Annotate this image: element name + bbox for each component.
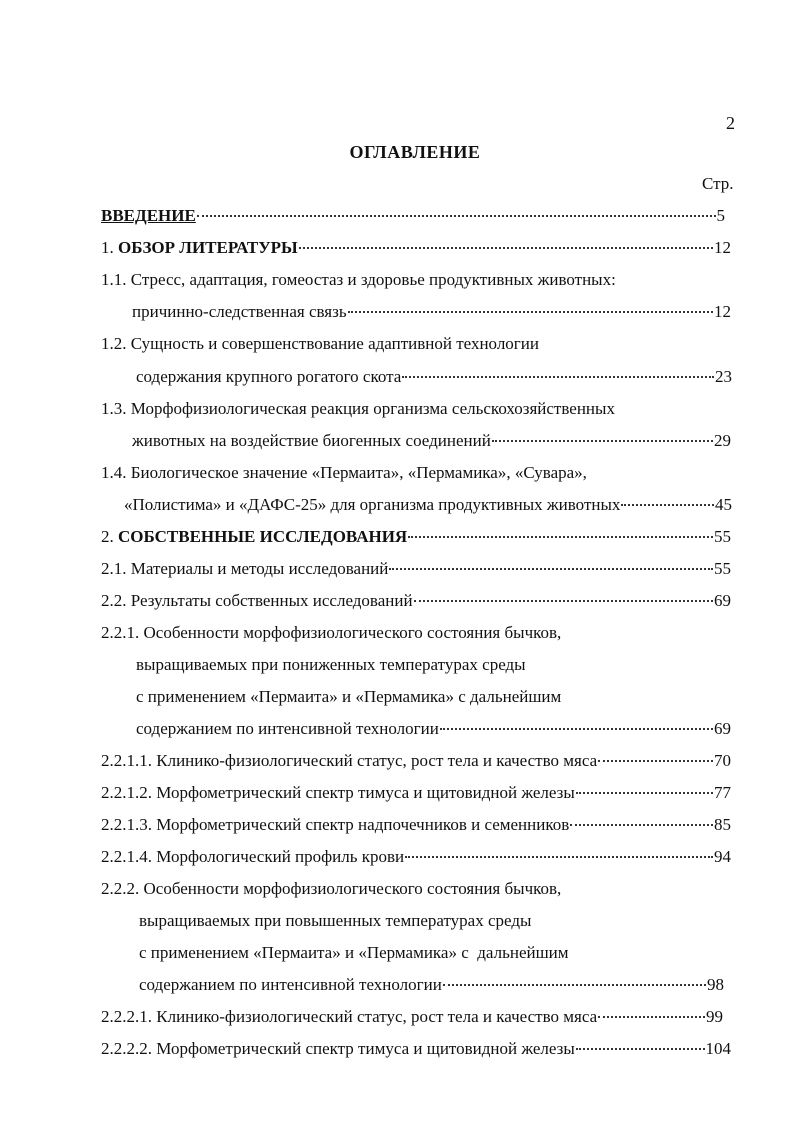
toc-entry-2-2-2-cont[interactable]	[139, 942, 569, 964]
toc-entry-title: выращиваемых при пониженных температурах среды	[136, 655, 526, 674]
toc-entry-2-2-1-cont[interactable]	[136, 686, 561, 708]
toc-entry-2-2[interactable]	[101, 590, 731, 612]
toc-entry-title: 1.1. Стресс, адаптация, гомеостаз и здоровье продуктивных животных:	[101, 270, 616, 289]
toc-entry-chapter-2[interactable]	[101, 526, 731, 548]
page-number: 2	[726, 113, 735, 133]
toc-entry-1-1[interactable]	[101, 269, 616, 291]
toc-entry-page: 55	[714, 527, 731, 546]
toc-entry-1-3-cont[interactable]	[132, 430, 731, 452]
toc-entry-title: «Полистима» и «ДАФС-25» для организма продуктивных животных	[124, 495, 621, 514]
toc-entry-page: 23	[715, 367, 732, 386]
toc-entry-2-2-2-2[interactable]	[101, 1038, 731, 1060]
toc-entry-title: 2.2.1.3. Морфометрический спектр надпочечников и семенников	[101, 815, 570, 834]
toc-entry-title: СОБСТВЕННЫЕ ИССЛЕДОВАНИЯ	[118, 527, 408, 546]
toc-entry-title: 2.2.1.1. Клинико-физиологический статус, рост тела и качество мяса	[101, 751, 598, 770]
toc-entry-page: 69	[714, 591, 731, 610]
toc-entry-2-1[interactable]	[101, 558, 731, 580]
toc-entry-title: 2.1. Материалы и методы исследований	[101, 559, 389, 578]
toc-entry-2-2-2-cont[interactable]	[139, 910, 531, 932]
toc-entry-page: 98	[707, 975, 724, 994]
toc-entry-title: 1.2. Сущность и совершенствование адаптивной технологии	[101, 334, 539, 353]
toc-entry-page: 70	[714, 751, 731, 770]
toc-entry-title: 2.2.2.1. Клинико-физиологический статус, рост тела и качество мяса	[101, 1007, 598, 1026]
toc-entry-introduction[interactable]	[101, 205, 725, 227]
toc-entry-2-2-1-4[interactable]	[101, 846, 731, 868]
toc-entry-page: 94	[714, 847, 731, 866]
dot-leader	[492, 440, 713, 442]
toc-entry-page: 104	[705, 1039, 731, 1058]
dot-leader	[576, 792, 713, 794]
toc-entry-page: 5	[716, 206, 725, 225]
dot-leader	[405, 856, 713, 858]
toc-entry-title: содержания крупного рогатого скота	[136, 367, 402, 386]
dot-leader	[197, 215, 716, 217]
toc-entry-1-4[interactable]	[101, 462, 587, 484]
toc-entry-page: 85	[714, 815, 731, 834]
toc-entry-2-2-1-cont[interactable]	[136, 654, 526, 676]
toc-entry-title: содержанием по интенсивной технологии	[136, 719, 439, 738]
toc-entry-title: 2.2.1. Особенности морфофизиологического состояния бычков,	[101, 623, 562, 642]
dot-leader	[570, 824, 713, 826]
toc-entry-title: 2.2.1.2. Морфометрический спектр тимуса и щитовидной железы	[101, 783, 575, 802]
dot-leader	[440, 728, 713, 730]
toc-entry-page: 55	[714, 559, 731, 578]
dot-leader	[389, 568, 713, 570]
toc-entry-number: 1.	[101, 238, 118, 257]
dot-leader	[402, 376, 714, 378]
toc-entry-page: 29	[714, 431, 731, 450]
toc-entry-chapter-1[interactable]	[101, 237, 731, 259]
toc-entry-title: 2.2. Результаты собственных исследований	[101, 591, 413, 610]
dot-leader	[443, 984, 706, 986]
toc-entry-title: 2.2.2.2. Морфометрический спектр тимуса и щитовидной железы	[101, 1039, 575, 1058]
toc-entry-2-2-2[interactable]	[101, 878, 561, 900]
toc-entry-title: животных на воздействие биогенных соединений	[132, 431, 491, 450]
toc-entry-page: 77	[714, 783, 731, 802]
dot-leader	[621, 504, 714, 506]
toc-entry-number: 2.	[101, 527, 118, 546]
dot-leader	[414, 600, 713, 602]
dot-leader	[408, 536, 713, 538]
toc-entry-1-2[interactable]	[101, 333, 539, 355]
toc-entry-2-2-1-1[interactable]	[101, 750, 731, 772]
dot-leader	[598, 760, 713, 762]
toc-entry-title: 1.3. Морфофизиологическая реакция организма сельскохозяйственных	[101, 399, 615, 418]
dot-leader	[348, 311, 713, 313]
dot-leader	[598, 1016, 705, 1018]
toc-entry-title: 2.2.1.4. Морфологический профиль крови	[101, 847, 405, 866]
toc-entry-title: содержанием по интенсивной технологии	[139, 975, 442, 994]
toc-entry-title: 1.4. Биологическое значение «Пермаита», «Пермамика», «Сувара»,	[101, 463, 587, 482]
dot-leader	[576, 1048, 705, 1050]
toc-entry-title: причинно-следственная связь	[132, 302, 347, 321]
toc-entry-page: 12	[714, 238, 731, 257]
toc-entry-title: 2.2.2. Особенности морфофизиологического состояния бычков,	[101, 879, 562, 898]
toc-entry-2-2-1[interactable]	[101, 622, 561, 644]
toc-entry-2-2-2-1[interactable]	[101, 1006, 723, 1028]
toc-entry-title: ОБЗОР ЛИТЕРАТУРЫ	[118, 238, 298, 257]
pages-column-label: Стр.	[702, 174, 734, 193]
toc-entry-page: 12	[714, 302, 731, 321]
toc-entry-title: ВВЕДЕНИЕ	[101, 206, 196, 225]
toc-entry-page: 45	[715, 495, 732, 514]
toc-entry-2-2-2-cont[interactable]	[139, 974, 724, 996]
toc-entry-title: выращиваемых при повышенных температурах среды	[139, 911, 532, 930]
toc-entry-title: с применением «Пермаита» и «Пермамика» с дальнейшим	[136, 687, 562, 706]
toc-entry-page: 69	[714, 719, 731, 738]
toc-entry-1-2-cont[interactable]	[136, 366, 732, 388]
toc-entry-title: с применением «Пермаита» и «Пермамика» с дальнейшим	[139, 943, 569, 962]
page-title: ОГЛАВЛЕНИЕ	[349, 142, 481, 162]
toc-entry-1-3[interactable]	[101, 398, 615, 420]
toc-entry-2-2-1-3[interactable]	[101, 814, 731, 836]
toc-entry-2-2-1-cont[interactable]	[136, 718, 731, 740]
toc-entry-1-4-cont[interactable]	[124, 494, 732, 516]
toc-entry-2-2-1-2[interactable]	[101, 782, 731, 804]
toc-entry-1-1-cont[interactable]	[132, 301, 731, 323]
toc-entry-page: 99	[706, 1007, 723, 1026]
dot-leader	[299, 247, 713, 249]
